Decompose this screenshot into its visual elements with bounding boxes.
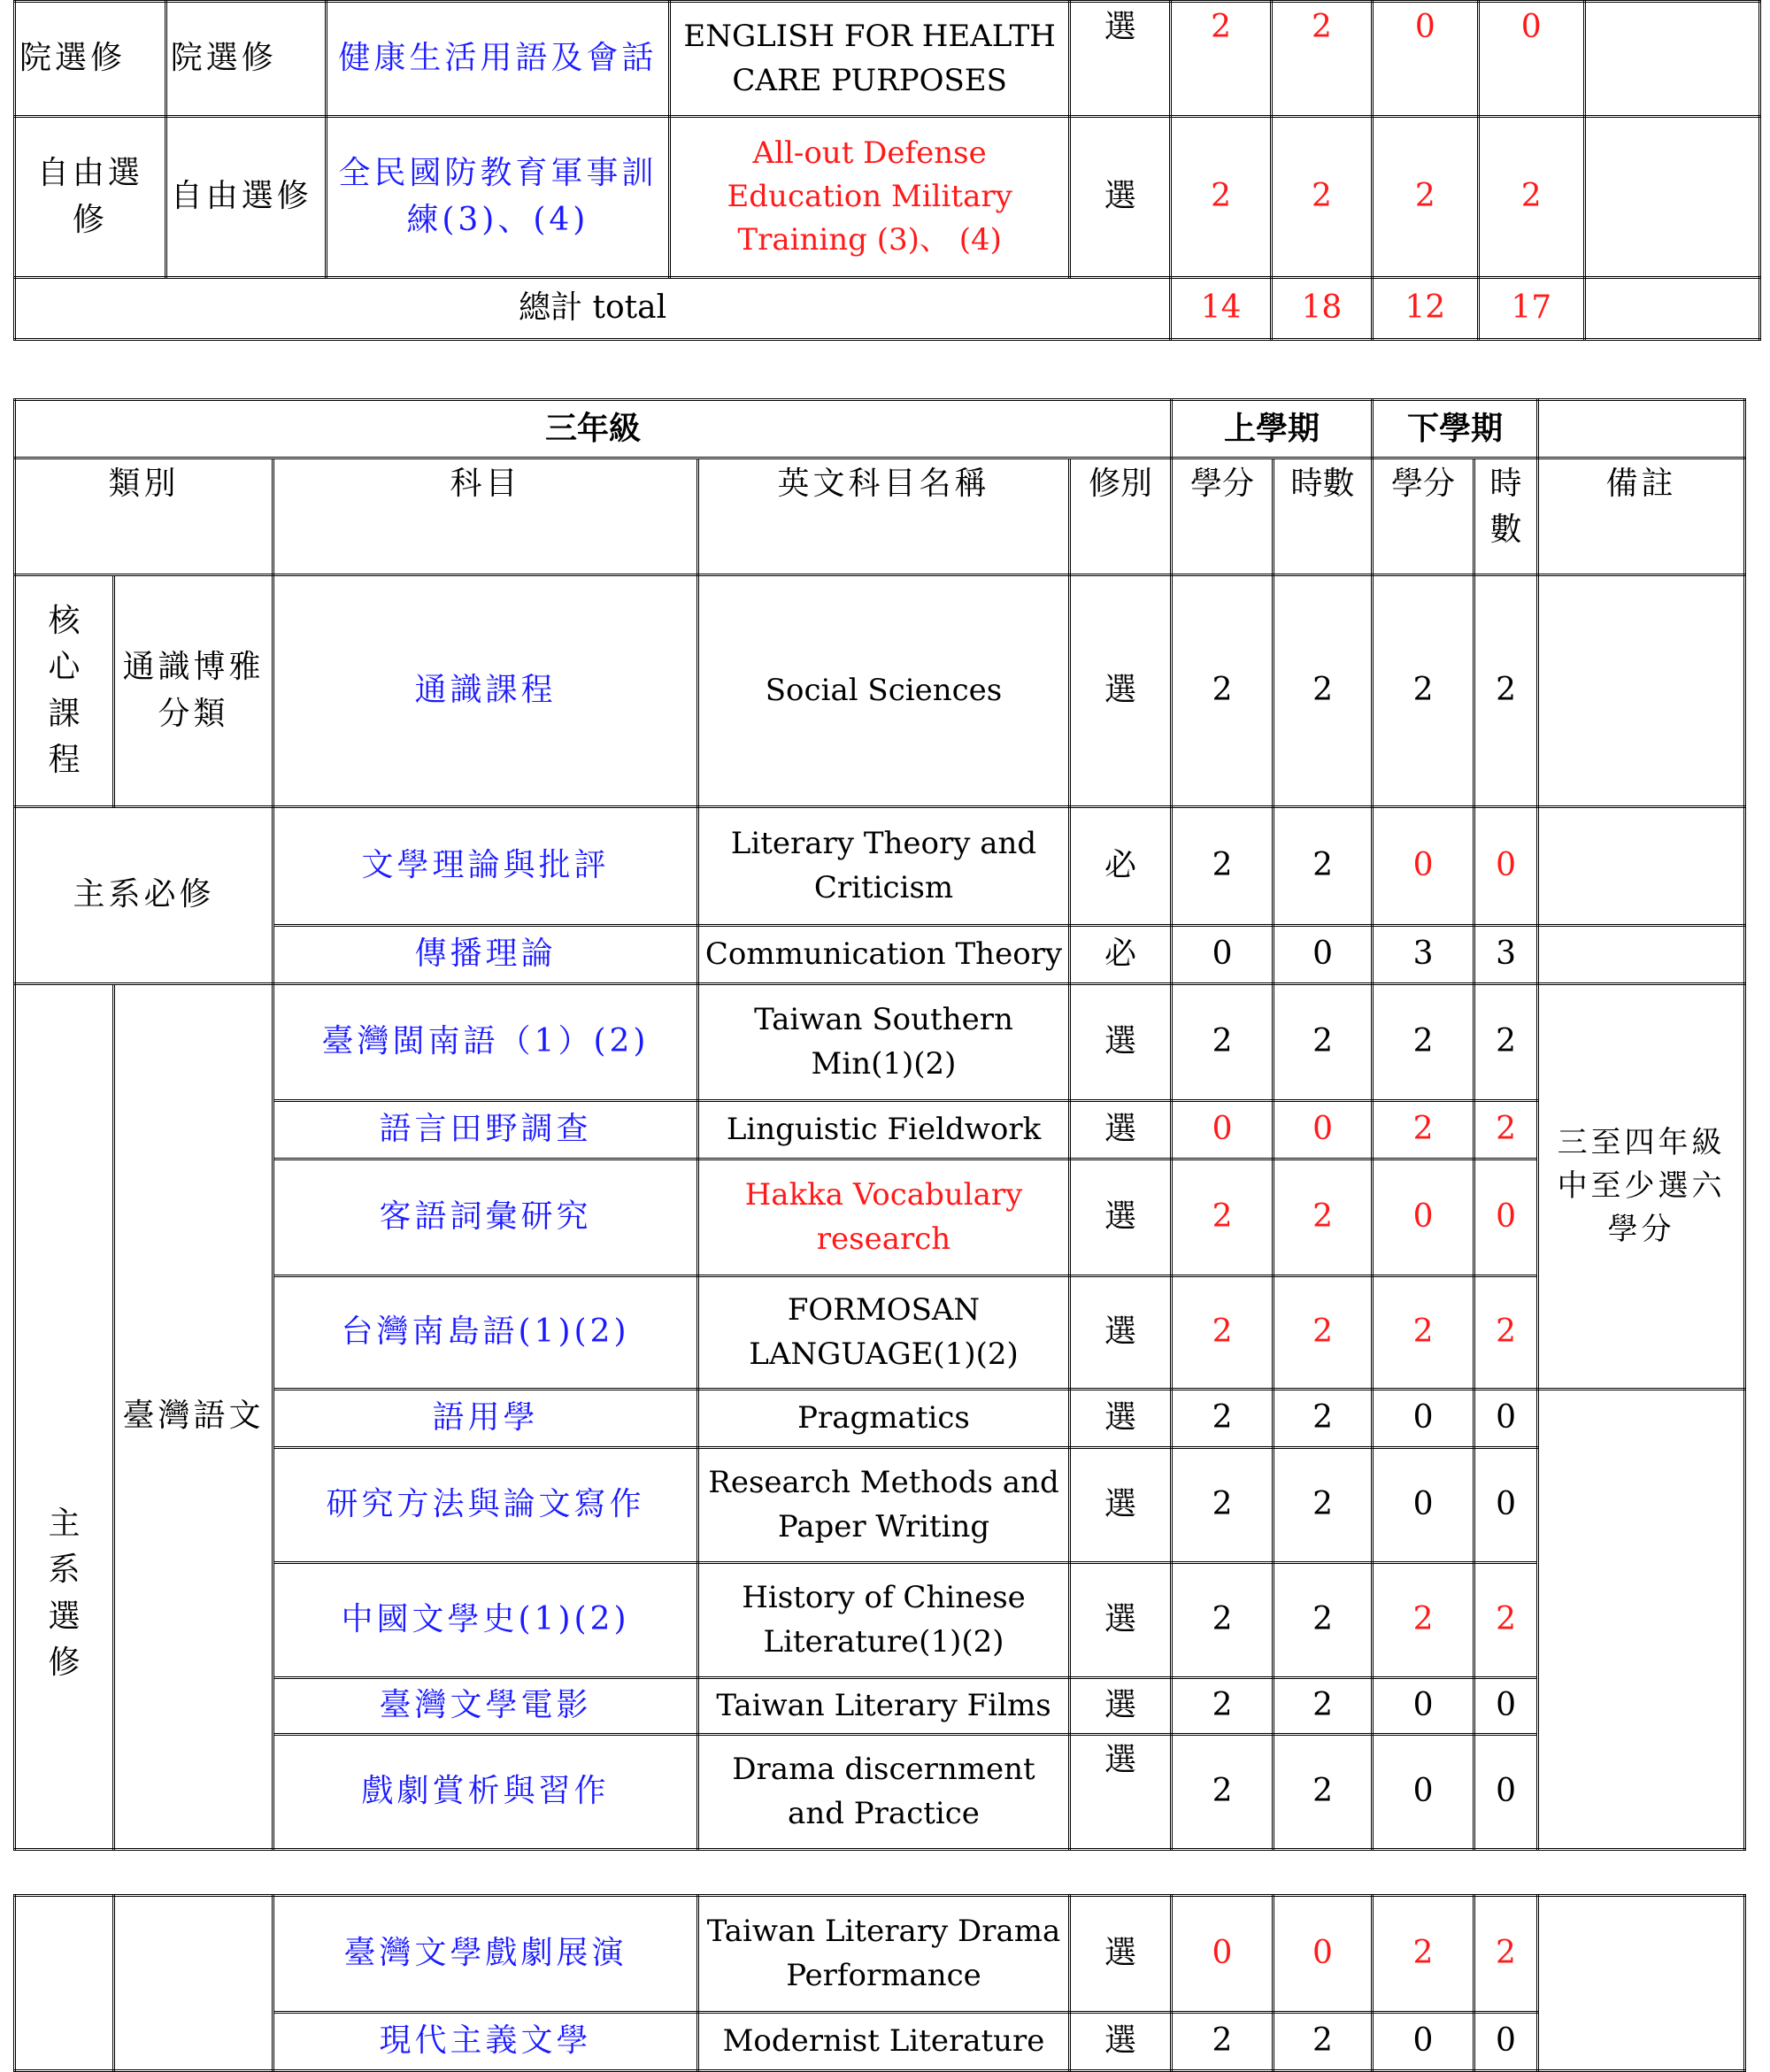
hour-cell: 2	[1274, 2013, 1373, 2071]
header-english: 英文科目名稱	[698, 458, 1070, 575]
category-cell: 主系選修	[15, 984, 114, 1850]
subject-cell: 語用學	[273, 1390, 698, 1448]
type-cell: 選	[1070, 2013, 1172, 2071]
hour-cell: 0	[1274, 926, 1373, 984]
note-cell	[1584, 278, 1759, 340]
hour-cell: 0	[1478, 2, 1584, 117]
credit-cell: 2	[1172, 1735, 1274, 1850]
credit-cell: 0	[1172, 1101, 1274, 1159]
table-row	[15, 2, 1760, 117]
credit-cell: 2	[1172, 1448, 1274, 1563]
credit-cell: 0	[1373, 1735, 1474, 1850]
hour-cell: 0	[1274, 1896, 1373, 2013]
type-cell: 選	[1070, 117, 1171, 278]
type-cell: 選	[1070, 1563, 1172, 1678]
type-cell: 選	[1070, 1101, 1172, 1159]
semester2-header: 下學期	[1373, 400, 1538, 458]
total-value: 17	[1478, 278, 1584, 340]
semester1-header: 上學期	[1172, 400, 1373, 458]
english-name-cell: Taiwan Literary Films	[698, 1678, 1070, 1735]
hour-cell: 0	[1474, 1159, 1538, 1276]
credit-cell: 2	[1172, 2013, 1274, 2071]
credit-cell: 2	[1172, 1390, 1274, 1448]
category-cell	[15, 1896, 114, 2071]
type-cell: 選	[1070, 2, 1171, 117]
credit-cell: 0	[1373, 807, 1474, 926]
hour-cell: 2	[1474, 1101, 1538, 1159]
category-cell: 核心課程	[15, 575, 114, 807]
hour-cell: 0	[1474, 1678, 1538, 1735]
type-cell: 選	[1070, 1896, 1172, 2013]
table-row	[15, 1448, 1745, 1563]
table-row	[15, 1563, 1745, 1678]
note-cell	[1538, 575, 1745, 807]
english-name-cell: Taiwan Southern Min(1)(2)	[698, 984, 1070, 1101]
category-cell: 主系必修	[15, 807, 273, 984]
table-row	[15, 1276, 1745, 1390]
total-row	[15, 278, 1760, 340]
category-cell: 臺灣語文	[114, 984, 273, 1850]
hour-cell: 3	[1474, 926, 1538, 984]
english-name-cell: All-out Defense Education Military Training (3)、 (4)	[669, 117, 1069, 278]
credit-cell: 0	[1373, 2013, 1474, 2071]
category-cell: 自由選修	[165, 117, 326, 278]
type-cell: 必	[1070, 926, 1172, 984]
subject-cell: 台灣南島語(1)(2)	[273, 1276, 698, 1390]
credit-cell: 0	[1172, 926, 1274, 984]
credit-cell: 2	[1172, 1678, 1274, 1735]
credit-cell: 2	[1172, 1159, 1274, 1276]
type-cell: 選	[1070, 1448, 1172, 1563]
table-row	[15, 1896, 1745, 2013]
credit-cell: 2	[1171, 117, 1272, 278]
type-cell: 選	[1070, 1735, 1172, 1850]
continued-course-table	[13, 1894, 1746, 2072]
note-cell	[1584, 117, 1759, 278]
type-cell: 選	[1070, 1159, 1172, 1276]
credit-cell: 2	[1373, 984, 1474, 1101]
subject-cell: 全民國防教育軍事訓練(3)、(4)	[326, 117, 669, 278]
credit-cell: 2	[1373, 1276, 1474, 1390]
english-name-cell: Modernist Literature	[698, 2013, 1070, 2071]
hour-cell: 2	[1274, 1448, 1373, 1563]
english-name-cell: FORMOSAN LANGUAGE(1)(2)	[698, 1276, 1070, 1390]
note-cell	[1584, 2, 1759, 117]
subject-cell: 臺灣文學電影	[273, 1678, 698, 1735]
table-row	[15, 117, 1760, 278]
table-row	[15, 1101, 1745, 1159]
credit-cell: 2	[1172, 1276, 1274, 1390]
type-cell: 選	[1070, 575, 1172, 807]
english-name-cell: Social Sciences	[698, 575, 1070, 807]
category-cell	[114, 1896, 273, 2071]
hour-cell: 2	[1274, 1563, 1373, 1678]
subject-cell: 研究方法與論文寫作	[273, 1448, 698, 1563]
english-name-cell: History of Chinese Literature(1)(2)	[698, 1563, 1070, 1678]
credit-cell: 2	[1373, 575, 1474, 807]
credit-cell: 2	[1172, 807, 1274, 926]
table-row	[15, 984, 1745, 1101]
table-row	[15, 1678, 1745, 1735]
hour-cell: 0	[1474, 1390, 1538, 1448]
type-cell: 選	[1070, 1276, 1172, 1390]
header-hours: 時數	[1274, 458, 1373, 575]
hour-cell: 2	[1474, 575, 1538, 807]
credit-cell: 0	[1172, 1896, 1274, 2013]
english-name-cell: Pragmatics	[698, 1390, 1070, 1448]
subject-cell: 語言田野調查	[273, 1101, 698, 1159]
hour-cell: 2	[1274, 1390, 1373, 1448]
credit-cell: 2	[1172, 984, 1274, 1101]
category-cell: 院選修	[165, 2, 326, 117]
english-name-cell: Drama discernment and Practice	[698, 1735, 1070, 1850]
english-name-cell: Research Methods and Paper Writing	[698, 1448, 1070, 1563]
table-row	[15, 1390, 1745, 1448]
category-cell: 自由選修	[15, 117, 166, 278]
total-value: 18	[1272, 278, 1373, 340]
note-cell	[1538, 400, 1745, 458]
grade3-course-table	[13, 398, 1746, 1851]
english-name-cell: ENGLISH FOR HEALTH CARE PURPOSES	[669, 2, 1069, 117]
hour-cell: 2	[1272, 2, 1373, 117]
category-cell: 院選修	[15, 2, 166, 117]
hour-cell: 2	[1274, 1159, 1373, 1276]
credit-cell: 2	[1373, 1101, 1474, 1159]
header-subject: 科目	[273, 458, 698, 575]
header-category: 類別	[15, 458, 273, 575]
table-row	[15, 575, 1745, 807]
hour-cell: 0	[1474, 2013, 1538, 2071]
total-value: 12	[1372, 278, 1478, 340]
credit-cell: 2	[1373, 1896, 1474, 2013]
header-credits: 學分	[1172, 458, 1274, 575]
credit-cell: 0	[1372, 2, 1478, 117]
type-cell: 選	[1070, 1390, 1172, 1448]
subject-cell: 臺灣閩南語（1）(2)	[273, 984, 698, 1101]
subject-cell: 戲劇賞析與習作	[273, 1735, 698, 1850]
hour-cell: 0	[1474, 1735, 1538, 1850]
hour-cell: 2	[1478, 117, 1584, 278]
hour-cell: 2	[1474, 1563, 1538, 1678]
note-cell	[1538, 1896, 1745, 2071]
table-row	[15, 1735, 1745, 1850]
credit-cell: 2	[1171, 2, 1272, 117]
hour-cell: 2	[1474, 1896, 1538, 2013]
grade-title: 三年級	[15, 400, 1172, 458]
total-label: 總計 total	[15, 278, 1171, 340]
subject-cell: 現代主義文學	[273, 2013, 698, 2071]
header-note: 備註	[1538, 458, 1745, 575]
hour-cell: 0	[1474, 807, 1538, 926]
hour-cell: 0	[1274, 1101, 1373, 1159]
credit-cell: 2	[1372, 117, 1478, 278]
category-cell: 通識博雅分類	[114, 575, 273, 807]
table-row	[15, 1159, 1745, 1276]
english-name-cell: Hakka Vocabulary research	[698, 1159, 1070, 1276]
subject-cell: 健康生活用語及會話	[326, 2, 669, 117]
english-name-cell: Taiwan Literary Drama Performance	[698, 1896, 1070, 2013]
header-hours: 時數	[1474, 458, 1538, 575]
credit-cell: 0	[1373, 1448, 1474, 1563]
credit-cell: 2	[1373, 1563, 1474, 1678]
subject-cell: 中國文學史(1)(2)	[273, 1563, 698, 1678]
english-name-cell: Communication Theory	[698, 926, 1070, 984]
hour-cell: 2	[1272, 117, 1373, 278]
hour-cell: 2	[1274, 807, 1373, 926]
hour-cell: 2	[1274, 1276, 1373, 1390]
table-row	[15, 926, 1745, 984]
grade-header-row	[15, 400, 1745, 458]
hour-cell: 2	[1274, 575, 1373, 807]
subject-cell: 臺灣文學戲劇展演	[273, 1896, 698, 2013]
note-cell	[1538, 1390, 1745, 1850]
hour-cell: 2	[1274, 1735, 1373, 1850]
table-row	[15, 2013, 1745, 2071]
english-name-cell: Literary Theory and Criticism	[698, 807, 1070, 926]
subject-cell: 客語詞彙研究	[273, 1159, 698, 1276]
subject-cell: 文學理論與批評	[273, 807, 698, 926]
subject-cell: 傳播理論	[273, 926, 698, 984]
column-header-row	[15, 458, 1745, 575]
table-row	[15, 807, 1745, 926]
hour-cell: 2	[1474, 984, 1538, 1101]
total-value: 14	[1171, 278, 1272, 340]
elective-note: 三至四年級中至少選六學分	[1538, 984, 1745, 1390]
type-cell: 選	[1070, 1678, 1172, 1735]
subject-cell: 通識課程	[273, 575, 698, 807]
credit-cell: 3	[1373, 926, 1474, 984]
credit-cell: 0	[1373, 1678, 1474, 1735]
top-course-table	[13, 0, 1761, 341]
note-cell	[1538, 926, 1745, 984]
credit-cell: 2	[1172, 1563, 1274, 1678]
header-type: 修別	[1070, 458, 1172, 575]
type-cell: 選	[1070, 984, 1172, 1101]
hour-cell: 2	[1274, 984, 1373, 1101]
note-cell	[1538, 807, 1745, 926]
english-name-cell: Linguistic Fieldwork	[698, 1101, 1070, 1159]
hour-cell: 2	[1474, 1276, 1538, 1390]
credit-cell: 0	[1373, 1390, 1474, 1448]
type-cell: 必	[1070, 807, 1172, 926]
credit-cell: 0	[1373, 1159, 1474, 1276]
hour-cell: 0	[1474, 1448, 1538, 1563]
header-credits: 學分	[1373, 458, 1474, 575]
hour-cell: 2	[1274, 1678, 1373, 1735]
credit-cell: 2	[1172, 575, 1274, 807]
